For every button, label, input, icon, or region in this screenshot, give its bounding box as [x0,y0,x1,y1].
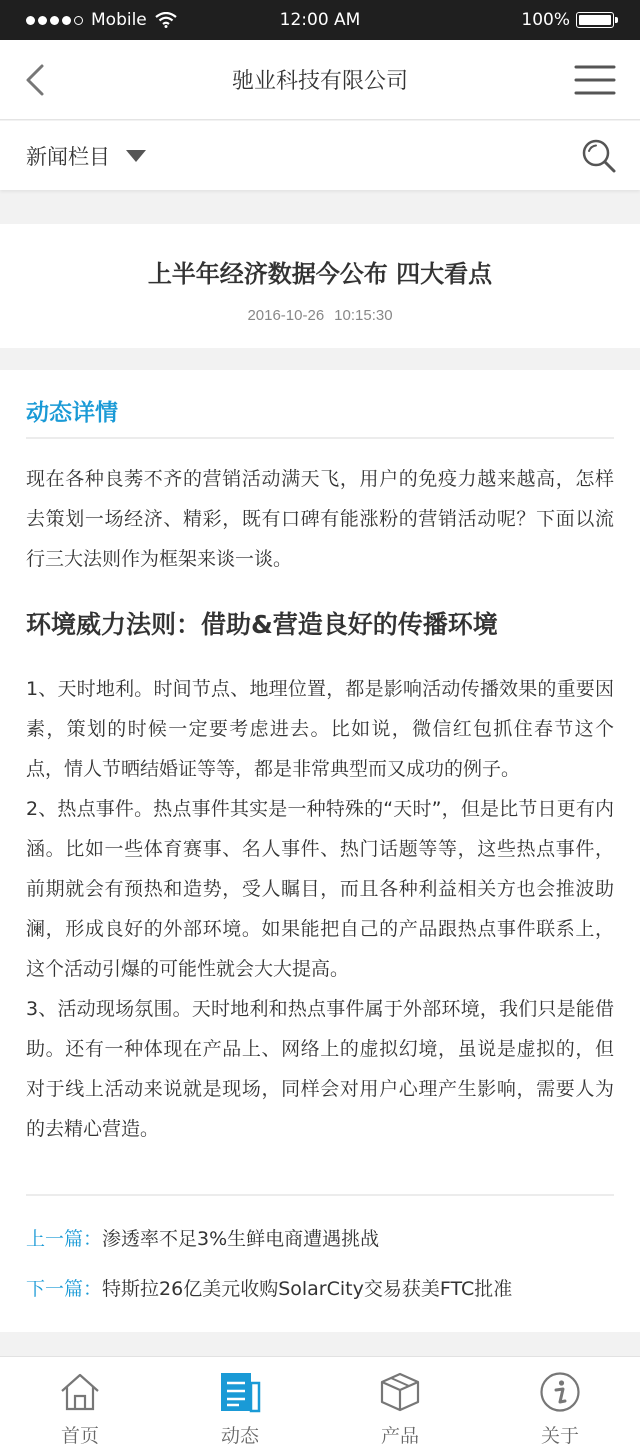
status-bar [0,0,640,40]
category-dropdown[interactable] [26,141,146,171]
category-bar [0,121,640,190]
tab-about[interactable] [480,1357,640,1455]
next-title: 特斯拉26亿美元收购SolarCity交易获美FTC批准 [102,1278,513,1300]
tab-label: 关于 [540,1425,579,1447]
search-icon[interactable] [580,137,618,175]
article-title: 上半年经济数据今公布 四大看点 [147,260,493,288]
prev-title: 渗透率不足3%生鲜电商遭遇挑战 [102,1228,380,1250]
header-title: 驰业科技有限公司 [231,69,408,94]
sub-heading: 环境威力法则：借助&营造良好的传播环境 [26,610,498,639]
back-icon[interactable] [20,62,56,98]
prev-article-link[interactable] [26,1224,614,1254]
tab-products[interactable] [320,1357,480,1455]
article-content [0,370,640,1332]
status-right [521,10,614,30]
app-header [0,40,640,120]
category-label: 新闻栏目 [26,144,110,169]
tab-label: 首页 [60,1425,99,1447]
info-icon [539,1371,581,1413]
article-date: 2016-10-26 [247,307,325,324]
article-datetime [0,307,640,324]
battery-icon [576,12,614,28]
tab-news[interactable] [160,1357,320,1455]
battery-percent: 100% [521,10,570,30]
signal-icon [26,16,83,25]
next-label: 下一篇： [26,1278,103,1300]
prev-label: 上一篇： [26,1228,103,1250]
home-icon [59,1371,101,1413]
next-article-link[interactable] [26,1274,614,1304]
point-paragraph: 2、热点事件。热点事件其实是一种特殊的“天时”，但是比节日更有内涵。比如一些体育赛事、名人事件、热门话题等等，这些热点事件，前期就会有预热和造势，受人瞩目，而且各种利益相关方也会推波助澜，形成良好的外部环境。如果能把自己的产品跟热点事件联系上，这个活动引爆的可能性就会大大提高。 [26,798,614,980]
wifi-icon [155,12,177,28]
box-icon [379,1371,421,1413]
battery-fill [579,15,611,25]
article-time: 10:15:30 [334,307,393,324]
section-title: 动态详情 [26,370,614,439]
point-paragraph: 1、天时地利。时间节点、地理位置，都是影响活动传播效果的重要因素，策划的时候一定要考虑进去。比如说，微信红包抓住春节这个点，情人节晒结婚证等等，都是非常典型而又成功的例子。 [26,678,614,780]
tab-label: 动态 [220,1425,259,1447]
bottom-tab-bar [0,1356,640,1455]
carrier-label: Mobile [91,10,147,30]
article-nav [26,1194,614,1324]
menu-icon[interactable] [574,62,616,98]
status-time: 12:00 AM [279,10,361,30]
tab-home[interactable] [0,1357,160,1455]
caret-down-icon [126,150,146,162]
article-header [0,224,640,348]
point-paragraph: 3、活动现场氛围。天时地利和热点事件属于外部环境，我们只是能借助。还有一种体现在产品上、网络上的虚拟幻境，虽说是虚拟的，但对于线上活动来说就是现场，同样会对用户心理产生影响，需要人为的去精心营造。 [26,998,614,1140]
status-left [26,10,177,30]
intro-paragraph: 现在各种良莠不齐的营销活动满天飞，用户的免疫力越来越高，怎样去策划一场经济、精彩，既有口碑有能涨粉的营销活动呢？下面以流行三大法则作为框架来谈一谈。 [26,468,614,570]
tab-label: 产品 [380,1425,419,1447]
news-icon [219,1371,261,1413]
